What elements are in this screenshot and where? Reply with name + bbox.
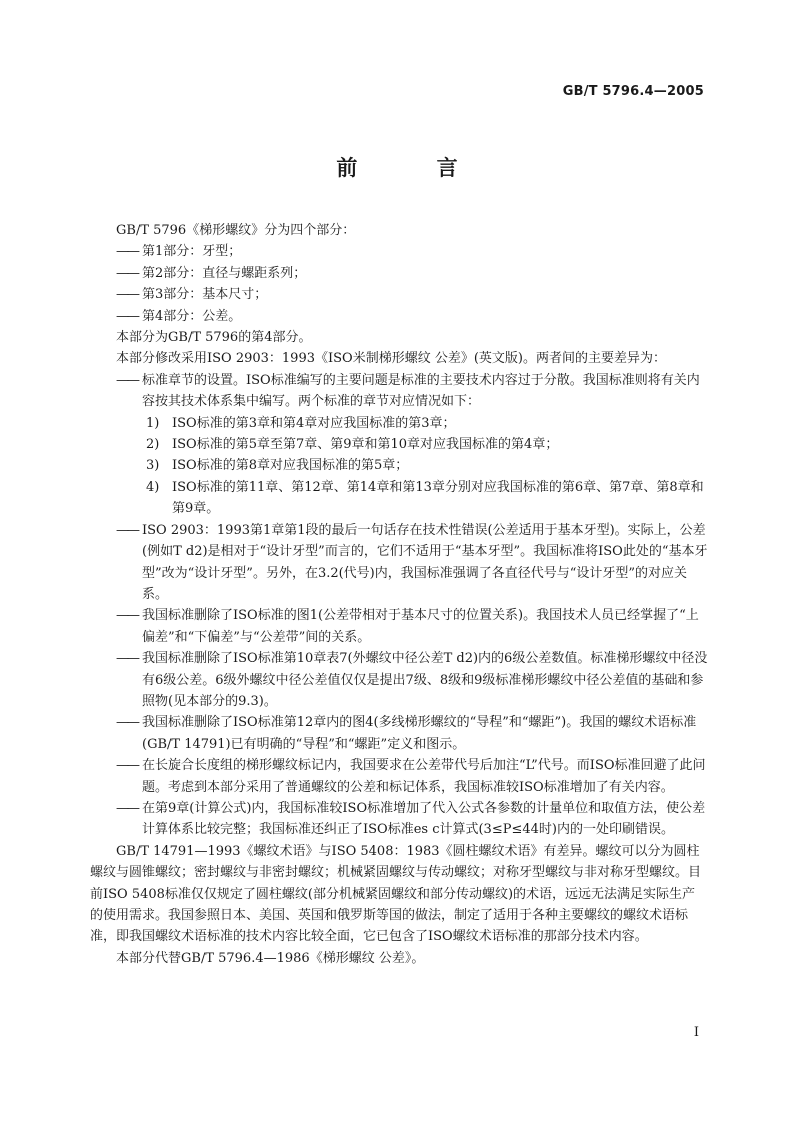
dash-item: —— 我国标准删除了ISO标准第12章内的图4(多线梯形螺纹的“导程”和“螺距”)。我国的螺纹术语标准(GB/T 14791)已有明确的“导程”和“螺距”定义和图示。 [90,712,708,755]
numbered-item: 1) ISO标准的第3章和第4章对应我国标准的第3章； [90,413,708,434]
numbered-item: 3) ISO标准的第8章对应我国标准的第5章； [90,455,708,476]
numbered-item: 4) ISO标准的第11章、第12章、第14章和第13章分别对应我国标准的第6章、第7章、第8章和第9章。 [90,477,708,520]
paragraph: 本部分为GB/T 5796的第4部分。 [116,330,312,346]
item-number: 2) [146,437,160,453]
dash-item: —— 第4部分：公差。 [90,306,708,327]
dash-item: —— 第1部分：牙型； [90,241,708,262]
dash-item: —— 第2部分：直径与螺距系列； [90,263,708,284]
dash-item: —— 在长旋合长度组的梯形螺纹标记内，我国要求在公差带代号后加注“L”代号。而ISO标准回避了此问题。考虑到本部分采用了普通螺纹的公差和标记体系，我国标准较ISO标准增加了有关内容。 [90,755,708,798]
dash-item: —— 我国标准删除了ISO标准第10章表7(外螺纹中径公差T d2)内的6级公差数值。标准梯形螺纹中径没有6级公差。6级外螺纹中径公差值仅仅是提出7级、8级和9级标准梯形螺纹中径公差值的基础和参照物(见本部分的9.3)。 [90,648,708,712]
numbered-item: 2) ISO标准的第5章至第7章、第9章和第10章对应我国标准的第4章； [90,434,708,455]
dash-item: —— ISO 2903：1993第1章第1段的最后一句话存在技术性错误(公差适用于基本牙型)。实际上，公差(例如T d2)是相对于“设计牙型”而言的，它们不适用于“基本牙型”。我国标准将ISO此处的“基本牙型”改为“设计牙型”。另外，在3.2(代号)内，我国标准强调了各直径代号与“设计牙型”的对应关系。 [90,520,708,606]
dash-item: —— 我国标准删除了ISO标准的图1(公差带相对于基本尺寸的位置关系)。我国技术人员已经掌握了“上偏差”和“下偏差”与“公差带”间的关系。 [90,605,708,648]
dash-item: —— 标准章节的设置。ISO标准编写的主要问题是标准的主要技术内容过于分散。我国标准则将有关内容按其技术体系集中编写。两个标准的章节对应情况如下： [90,370,708,413]
paragraph: 本部分代替GB/T 5796.4—1986《梯形螺纹 公差》。 [116,950,425,966]
document-body [90,220,708,969]
paragraph: GB/T 5796《梯形螺纹》分为四个部分： [116,223,356,238]
item-number: 4) [146,479,160,495]
page-number: I [693,1025,699,1040]
item-number: 3) [146,458,160,474]
paragraph: GB/T 14791—1993《螺纹术语》与ISO 5408：1983《圆柱螺纹术语》有差异。螺纹可以分为圆柱螺纹与圆锥螺纹；密封螺纹与非密封螺纹；机械紧固螺纹与传动螺纹；对称牙型螺纹与非对称牙型螺纹。目前ISO 5408标准仅仅规定了圆柱螺纹(部分机械紧固螺纹和部分传动螺纹)的术语，远远无法满足实际生产的使用需求。我国参照日本、美国、英国和俄罗斯等国的做法，制定了适用于各种主要螺纹的螺纹术语标准，即我国螺纹术语标准的技术内容比较全面，它已包含了ISO螺纹术语标准的那部分技术内容。 [90,843,702,945]
item-number: 1) [146,415,160,431]
page-title: 前 言 [336,156,494,180]
dash-item: —— 在第9章(计算公式)内，我国标准较ISO标准增加了代入公式各参数的计量单位和取值方法，使公差计算体系比较完整；我国标准还纠正了ISO标准es c计算式(3≤P≤44时)内的一处印刷错误。 [90,798,708,841]
dash-item: —— 第3部分：基本尺寸； [90,284,708,305]
paragraph: 本部分修改采用ISO 2903：1993《ISO米制梯形螺纹 公差》(英文版)。两者间的主要差异为： [116,351,666,367]
standard-number: GB/T 5796.4—2005 [562,84,704,99]
